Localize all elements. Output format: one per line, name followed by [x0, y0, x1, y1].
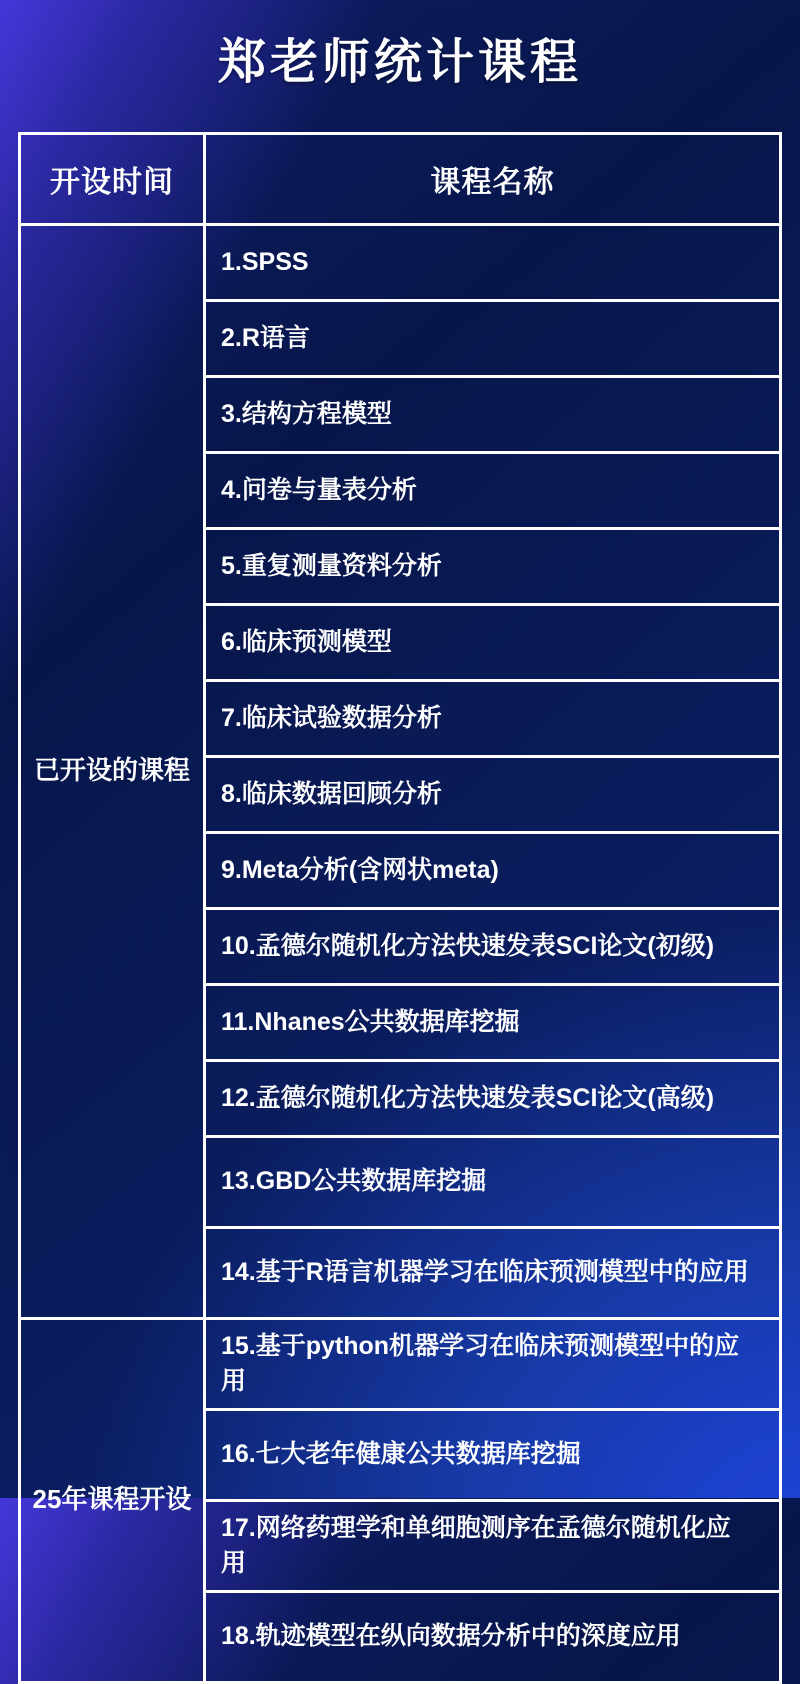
header-row — [20, 133, 781, 224]
section-label: 已开设的课程 — [20, 224, 205, 1318]
course-cell: 2.R语言 — [205, 300, 781, 376]
course-cell: 13.GBD公共数据库挖掘 — [205, 1136, 781, 1227]
course-cell: 10.孟德尔随机化方法快速发表SCI论文(初级) — [205, 908, 781, 984]
course-cell: 16.七大老年健康公共数据库挖掘 — [205, 1409, 781, 1500]
course-cell: 4.问卷与量表分析 — [205, 452, 781, 528]
course-cell: 12.孟德尔随机化方法快速发表SCI论文(高级) — [205, 1060, 781, 1136]
course-cell: 9.Meta分析(含网状meta) — [205, 832, 781, 908]
page-title: 郑老师统计课程 — [217, 36, 582, 89]
course-cell: 11.Nhanes公共数据库挖掘 — [205, 984, 781, 1060]
course-cell: 6.临床预测模型 — [205, 604, 781, 680]
section-label: 25年课程开设 — [20, 1318, 205, 1682]
table-row — [20, 224, 781, 300]
header-time: 开设时间 — [20, 133, 205, 224]
course-cell: 1.SPSS — [205, 224, 781, 300]
course-cell: 14.基于R语言机器学习在临床预测模型中的应用 — [205, 1227, 781, 1318]
course-cell: 3.结构方程模型 — [205, 376, 781, 452]
course-cell: 5.重复测量资料分析 — [205, 528, 781, 604]
course-table — [18, 132, 782, 1684]
course-cell: 18.轨迹模型在纵向数据分析中的深度应用 — [205, 1591, 781, 1682]
table-row — [20, 1318, 781, 1409]
course-cell: 15.基于python机器学习在临床预测模型中的应用 — [205, 1318, 781, 1409]
course-cell: 7.临床试验数据分析 — [205, 680, 781, 756]
course-cell: 8.临床数据回顾分析 — [205, 756, 781, 832]
header-course: 课程名称 — [205, 133, 781, 224]
course-cell: 17.网络药理学和单细胞测序在孟德尔随机化应用 — [205, 1500, 781, 1591]
